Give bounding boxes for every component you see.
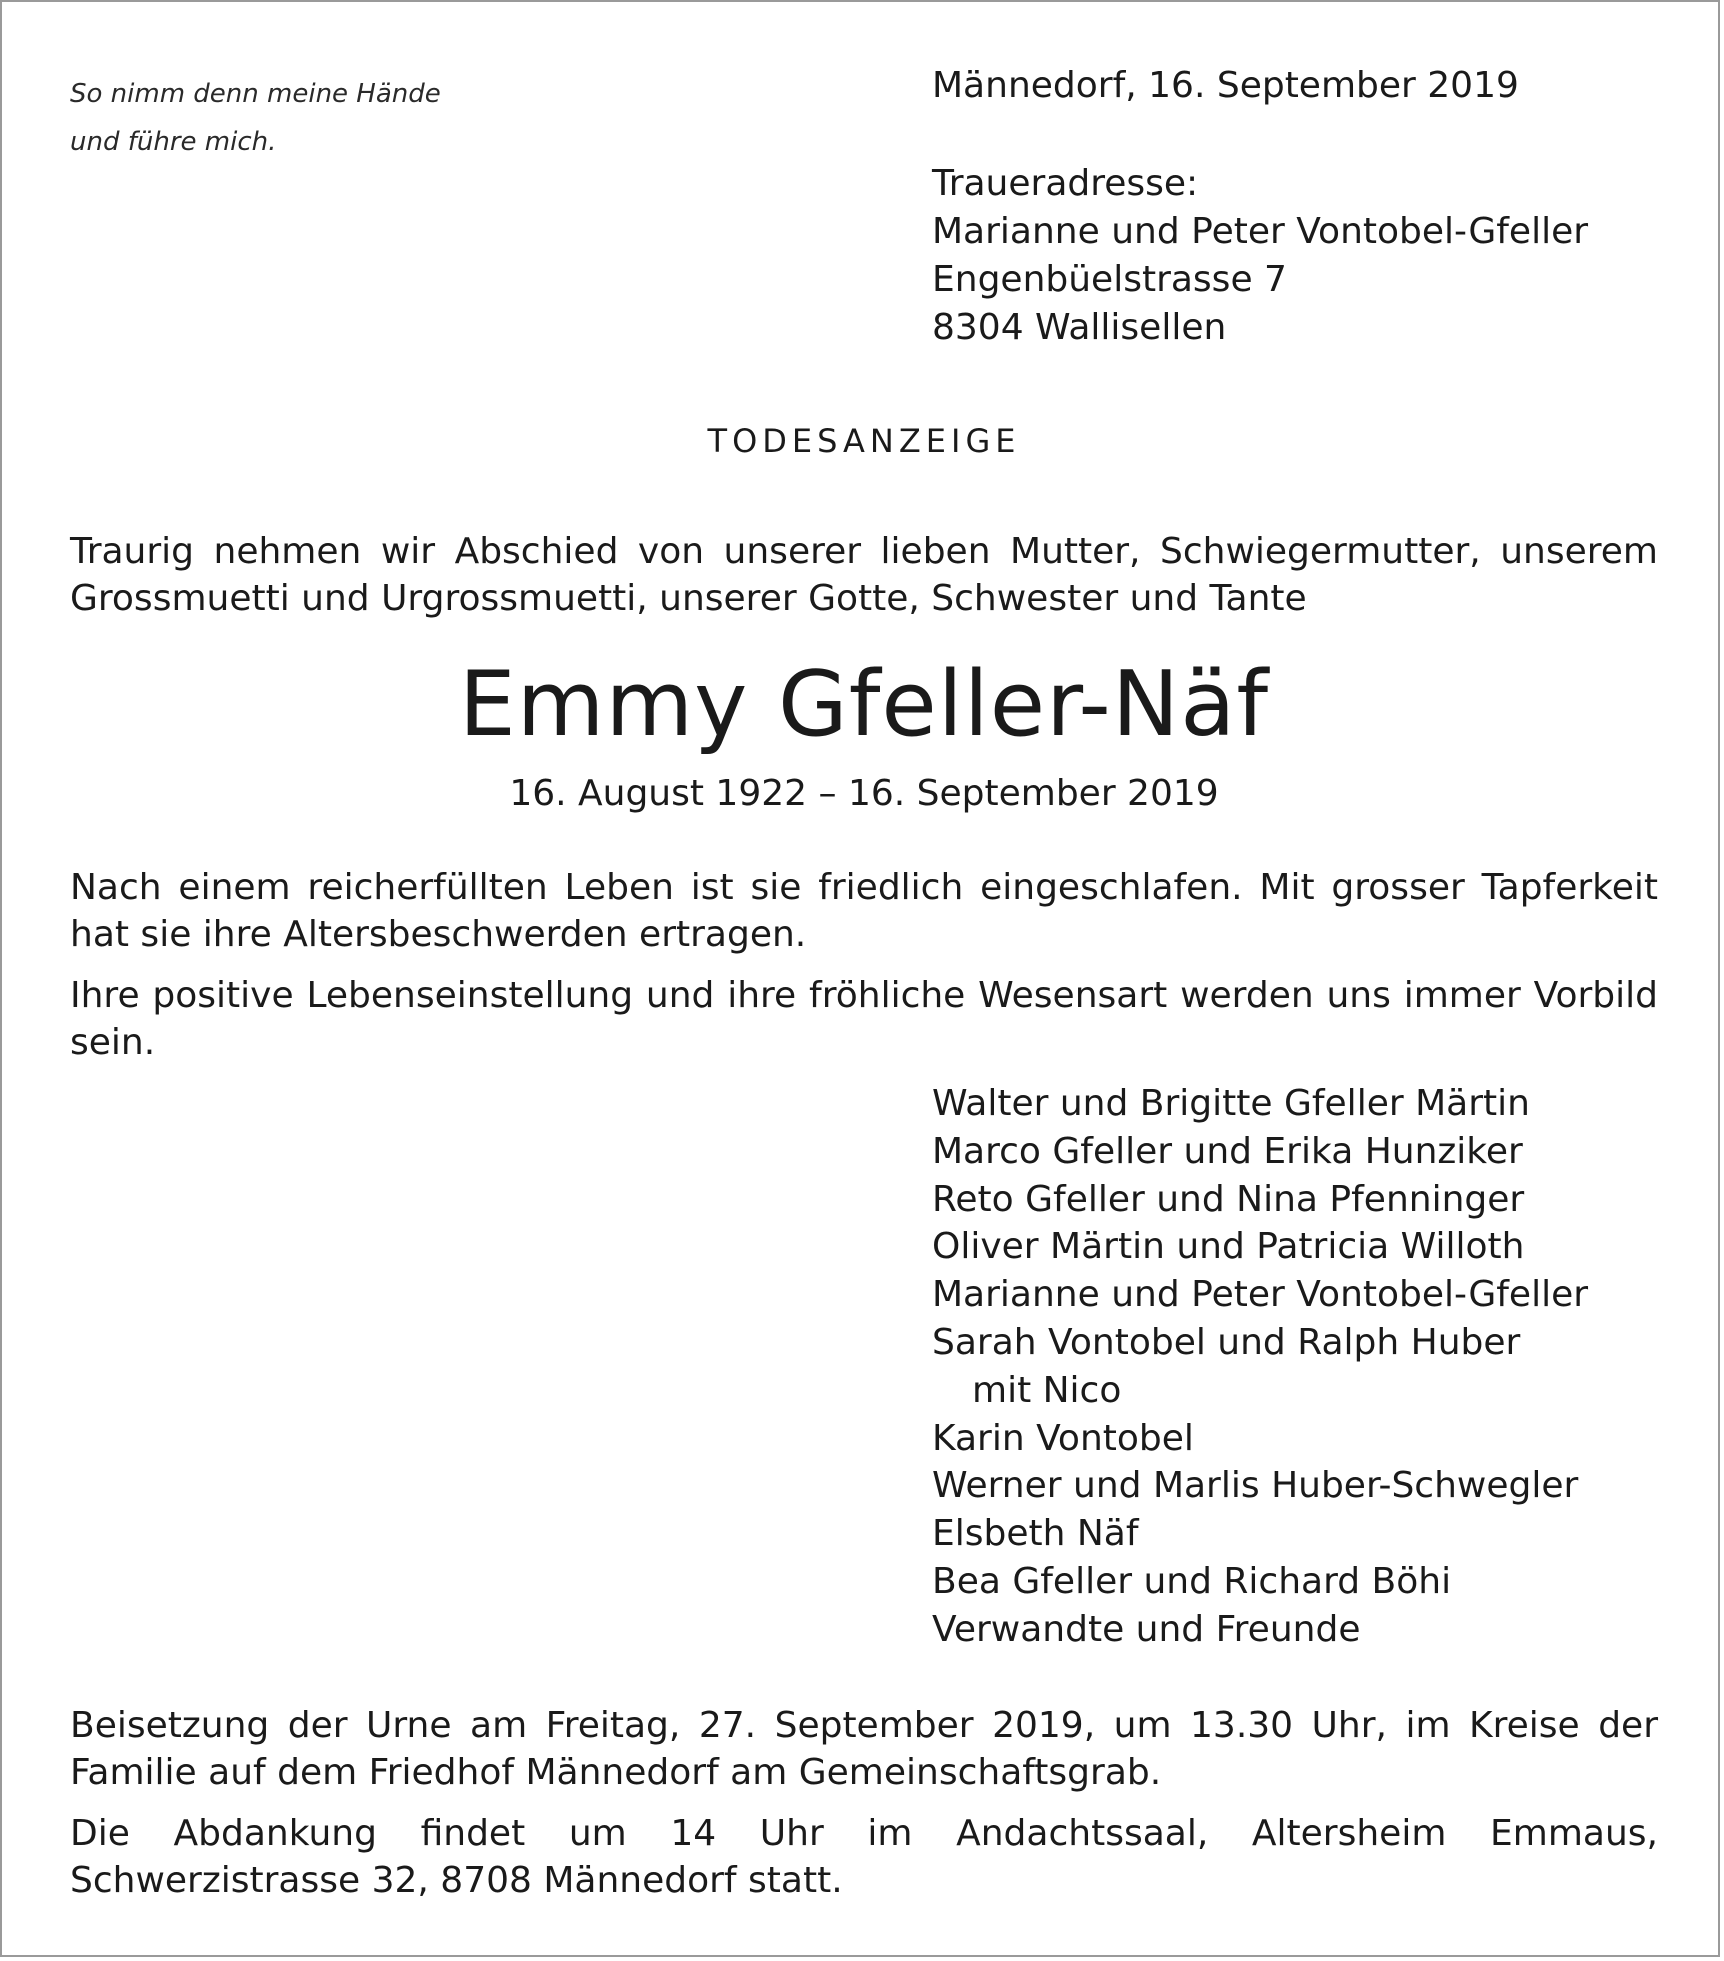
address-street: Engenbüelstrasse 7 [932, 259, 1287, 300]
life-paragraph-1: Nach einem reicherfüllten Leben ist sie friedlich eingeschlafen. Mit grosser Tapferkeit hat sie ihre Altersbeschwerden ertragen. [70, 867, 1658, 955]
motto-verse [70, 70, 441, 166]
address-label: Traueradresse: [932, 163, 1199, 204]
life-paragraph-2: Ihre positive Lebenseinstellung und ihre fröhliche Wesensart werden uns immer Vorbild sein. [70, 975, 1658, 1063]
mourning-address [932, 160, 1588, 352]
burial-paragraph: Beisetzung der Urne am Freitag, 27. September 2019, um 13.30 Uhr, im Kreise der Familie auf dem Friedhof Männedorf am Gemeinschaftsgrab. [70, 1705, 1658, 1793]
mourner-line: Bea Gfeller und Richard Böhi [932, 1560, 1452, 1602]
mourner-line: Oliver Märtin und Patricia Willoth [932, 1226, 1525, 1268]
mourner-line: Reto Gfeller und Nina Pfenninger [932, 1178, 1525, 1220]
address-name: Marianne und Peter Vontobel-Gfeller [932, 211, 1589, 252]
service-paragraph: Die Abdankung findet um 14 Uhr im Andachtssaal, Altersheim Emmaus, Schwerzistrasse 32, 8708 Männedorf statt. [70, 1813, 1658, 1901]
motto-line-2: und führe mich. [70, 127, 277, 157]
address-city: 8304 Wallisellen [932, 307, 1227, 348]
mourner-line: Elsbeth Näf [932, 1513, 1139, 1555]
place-date: Männedorf, 16. September 2019 [932, 65, 1519, 106]
notice-heading: TODESANZEIGE [707, 422, 1021, 460]
mourners-list [932, 1080, 1588, 1654]
deceased-name: Emmy Gfeller-Näf [458, 652, 1270, 757]
mourner-line: Verwandte und Freunde [932, 1608, 1361, 1650]
mourner-line: Walter und Brigitte Gfeller Märtin [932, 1083, 1530, 1124]
life-dates: 16. August 1922 – 16. September 2019 [509, 773, 1219, 814]
intro-paragraph: Traurig nehmen wir Abschied von unserer lieben Mutter, Schwiegermutter, unserem Grossmuetti und Urgrossmuetti, unserer Gotte, Schwester und Tante [70, 531, 1658, 619]
mourner-line: Werner und Marlis Huber-Schwegler [932, 1465, 1579, 1507]
mourner-line: mit Nico [972, 1369, 1122, 1411]
mourner-line: Sarah Vontobel und Ralph Huber [932, 1321, 1521, 1363]
motto-line-1: So nimm denn meine Hände [70, 79, 441, 109]
mourner-line: Marco Gfeller und Erika Hunziker [932, 1130, 1523, 1172]
mourner-line: Karin Vontobel [932, 1417, 1194, 1459]
mourner-line: Marianne und Peter Vontobel-Gfeller [932, 1274, 1589, 1316]
